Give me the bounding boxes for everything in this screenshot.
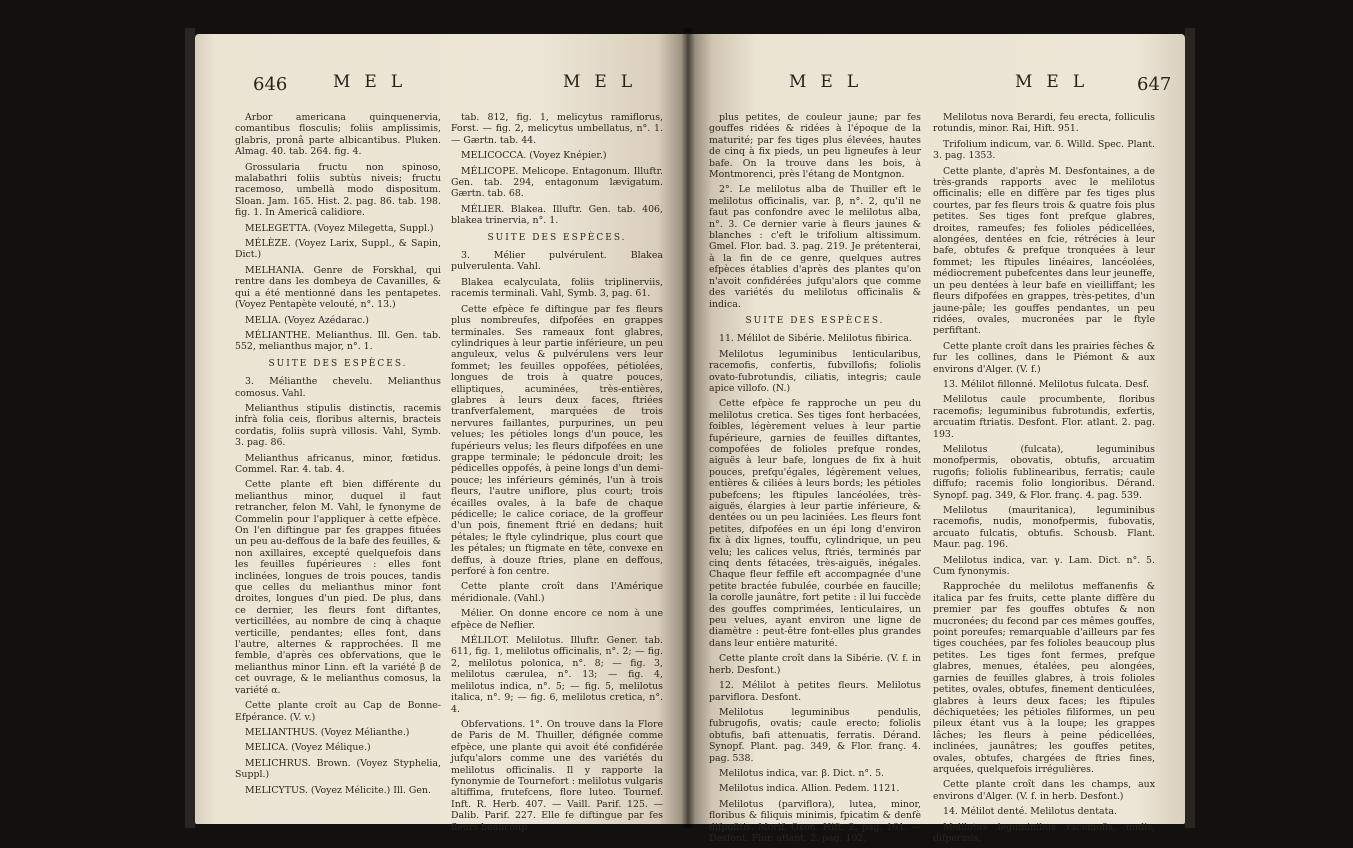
text-paragraph: MELICYTUS. (Voyez Mélicite.) Ill. Gen.: [245, 784, 431, 796]
page-number-right: 647: [1137, 74, 1172, 95]
right-page: [687, 34, 1185, 844]
running-head-left-2: MEL: [563, 72, 647, 92]
text-paragraph: MÉLÈZE. (Voyez Larix, Suppl., & Sapin, Dict.): [235, 238, 441, 261]
text-paragraph: Melilotus caule procumbente, floribus racemofis; leguminibus fubrotundis, exfertis, arcuatim ftriatis. Desfont. Flor. atlant. 2. pag. 193.: [933, 394, 1155, 440]
text-paragraph: MELIANTHUS. (Voyez Mélianthe.): [245, 726, 410, 738]
text-paragraph: MELICA. (Voyez Mélique.): [245, 742, 371, 754]
book-gutter: [681, 28, 695, 828]
left-page: [195, 34, 687, 833]
text-paragraph: Melilotus indica, var. γ. Lam. Dict. n°. 5. Cum fynonymis.: [933, 554, 1155, 578]
text-paragraph: MÉLICOPE. Melicope. Entagonum. Illuftr. Gen. tab. 294, entagonum lævigatum. Gærtn. tab. 68.: [451, 165, 663, 200]
running-head-left-1: MEL: [333, 72, 417, 92]
text-paragraph: MELICOCCA. (Voyez Knépier.): [461, 150, 607, 162]
text-paragraph: Cette efpèce fe rapproche un peu du melilotus cretica. Ses tiges font herbacées, foibles, légèrement velues à leur partie fupérieure, garnies de feuilles diftantes, compofées de folioles prefque rondes, aiguës à leur bafe, longues de fix à huit pouces, prefqu'égales, légèrement velues, entières & ciliées à leurs bords; les pétioles pubefcens; les ftipules lancéolées, très-aiguës, élargies à leur partie inférieure, & dentées ou un peu laciniées. Les fleurs font petites, difpofées en un épi long d'environ fix à dix lignes, touffu, cylindrique, un peu velu; les calices velus, ftriés, terminés par cinq dents fétacées, très-aiguës, inégales. Chaque fleur feffile eft accompagnée d'une petite bractée fubulée, courbée en faucille; la corolle jaunâtre, fort petite : il lui fuccède des gouffes comprimées, lenticulaires, un peu velues, ayant environ une ligne de diamètre : peut-être font-elles plus grandes dans leur entière maturité.: [709, 398, 921, 649]
text-paragraph: Cette plante croît dans la Sibérie. (V. f. in herb. Desfont.): [709, 653, 921, 676]
text-paragraph: Blakea ecalyculata, foliis triplinerviis, racemis terminali. Vahl, Symb. 3, pag. 61.: [451, 276, 663, 300]
text-paragraph: 11. Mélilot de Sibérie. Melilotus fibirica.: [719, 333, 912, 345]
right-page-column-2: [933, 112, 1155, 848]
text-paragraph: Obfervations. 1°. On trouve dans la Flore de Paris de M. Thuiller, défignée comme efpèce, une plante qui avoit été confidérée jufqu'alors comme une des variétés du melilotus officinalis. Il y rapporte la fynonymie de Tournefort : melilotus vulgaris altiffima, frutefcens, flore luteo. Tournef. Inft. R. Herb. 407. — Vaill. Parif. 125. — Dalib. Parif. 227. Elle fe diftingue par fes fleurs beaucoup: [451, 718, 663, 833]
text-paragraph: Cette plante croît au Cap de Bonne-Efpérance. (V. v.): [235, 700, 441, 723]
text-paragraph: 14. Mélilot denté. Melilotus dentata.: [943, 806, 1117, 818]
text-paragraph: MELICHRUS. Brown. (Voyez Styphelia, Suppl.): [235, 757, 441, 781]
text-paragraph: Melianthus africanus, minor, fœtidus. Commel. Rar. 4. tab. 4.: [235, 452, 441, 475]
text-paragraph: Rapprochée du melilotus meffanenfis & italica par fes fruits, cette plante diffère du premier par fes gouffes obtufes & non mucronées; du fecond par ces mêmes gouffes, point poreufes; remarquable d'ailleurs par fes tiges couchées, par fes folioles beaucoup plus petites. Les tiges font fermes, prefque glabres, menues, étalées, peu alongées, garnies de feuilles glabres, à trois folioles petites, ovales, obtufes, finement denticulées, glabres à leurs deux faces; les ftipules déchiquetées; les pétioles filiformes, un peu pileux étant vus à la loupe; les grappes lâches; les fleurs à peine pédicellées, inclinées, jaunâtres; les gouffes petites, ovales, obtufes, chargées de ftries fines, arquées, quelquefois irrégulières.: [933, 581, 1155, 775]
text-paragraph: 3. Mélier pulvérulent. Blakea pulverulenta. Vahl.: [451, 250, 663, 273]
text-paragraph: Cette plante eft bien différente du melianthus minor, duquel il faut retrancher, felon M. Vahl, le fynonyme de Commelin pour l'appliquer à cette efpèce. On l'en diftingue par fes grappes fituées un peu au-deffous de la bafe des feuilles, & non axillaires, excepté quelquefois dans les feuilles fupérieures : elles font inclinées, longues de trois pouces, tandis que celles du melianthus minor font droites, longues d'un pied. De plus, dans ce dernier, les fleurs font diftantes, verticillées, au nombre de cinq à chaque verticille, pendantes; elles font, dans l'autre, alternes & rapprochées. Il me femble, d'après ces obfervations, que le melianthus minor Linn. eft la variété β de cet ouvrage, & le melianthus comosus, la variété α.: [235, 479, 441, 696]
text-paragraph: 3. Mélianthe chevelu. Melianthus comosus. Vahl.: [235, 376, 441, 399]
running-head-right-2: MEL: [1015, 72, 1099, 92]
text-paragraph: SUITE DES ESPÈCES.: [487, 232, 627, 243]
text-paragraph: Melianthus stipulis distinctis, racemis infrà folia ceis, floribus alternis, bracteis cordatis, foliis suprà villosis. Vahl, Symb. 3. pag. 86.: [235, 402, 441, 449]
text-paragraph: MÉLIER. Blakea. Illuftr. Gen. tab. 406, blakea trinervia, n°. 1.: [451, 203, 663, 227]
text-paragraph: Melilotus indica, var. β. Dict. n°. 5.: [719, 767, 885, 779]
text-paragraph: Trifolium indicum, var. δ. Willd. Spec. Plant. 3. pag. 1353.: [933, 138, 1155, 162]
text-paragraph: Cette efpèce fe diftingue par fes fleurs plus nombreufes, difpofées en grappes terminales. Ses rameaux font glabres, cylindriques à leur partie inférieure, un peu anguleux, velus & pulvérulens vers leur fommet; les feuilles oppofées, pétiolées, longues de trois à quatre pouces, elliptiques, acuminées, très-entières, glabres à leurs deux faces, ftriées tranfverfalement, marquées de trois nervures faillantes, purpurines, un peu velues; les pétioles longs d'un pouce, les fupérieurs velus; les fleurs difpofées en une grappe terminale; le pédoncule droit; les pédicelles oppofés, à peine longs d'un demi-pouce; les inférieurs géminés, l'un à trois fleurs, l'autre uniflore, plus court; trois écailles ovales, à la bafe de chaque pédicelle; le calice coriace, de la groffeur d'un pois, finement ftrié en dedans; huit pétales; le ftyle cylindrique, plus court que les pétales; un ftigmate en tête, convexe en deffus, à douze ftries, plane en deffous, perforé à fon centre.: [451, 303, 663, 578]
text-paragraph: tab. 812, fig. 1, melicytus ramiflorus, Forst. — fig. 2, melicytus umbellatus, n°. 1. — Gærtn. tab. 44.: [451, 112, 663, 146]
left-page-column-1: [235, 112, 441, 800]
text-paragraph: SUITE DES ESPÈCES.: [268, 358, 408, 369]
text-paragraph: Melilotus nova Berardi, feu erecta, folliculis rotundis, minor. Rai, Hift. 951.: [933, 112, 1155, 135]
left-page-edge: [185, 28, 195, 828]
text-paragraph: Cette plante croît dans les prairies fèches & fur les collines, dans le Piémont & aux environs d'Alger. (V. f.): [933, 340, 1155, 375]
text-paragraph: Melilotus leguminibus racemofis, nudis, difpermis,: [933, 821, 1155, 844]
text-paragraph: Melilotus leguminibus pendulis, fubrugofis, ovatis; caule erecto; foliolis obtufis, bafi attenuatis, ferratis. Dérand. Synopf. Plant. pag. 349, & Flor. franç. 4. pag. 538.: [709, 706, 921, 764]
text-paragraph: Cette plante croît dans les champs, aux environs d'Alger. (V. f. in herb. Desfont.): [933, 779, 1155, 802]
text-paragraph: 2°. Le melilotus alba de Thuiller eft le melilotus officinalis, var. β, n°. 2, qu'il ne faut pas confondre avec le melilotus alba, n°. 3. Ce dernier varie à fleurs jaunes & blanches : c'eft le trifolium altissimum. Gmel. Flor. bad. 3. pag. 219. Je prétenterai, à la fin de ce genre, quelques autres efpèces établies d'après des plantes qu'on n'avoit confidérées jufqu'alors que comme des variétés du melilotus officinalis & indica.: [709, 184, 921, 310]
text-paragraph: Melilotus (fulcata), leguminibus monofpermis, obovatis, obtufis, arcuatim rugofis; foliolis fublinearibus, ferratis; caule diffufo; racemis folio longioribus. Dérand. Synopf. pag. 349, & Flor. franç. 4. pag. 539.: [933, 443, 1155, 501]
text-paragraph: Mélier. On donne encore ce nom à une efpèce de Neflier.: [451, 608, 663, 631]
text-paragraph: MELIA. (Voyez Azédarac.): [245, 314, 369, 326]
right-page-edge: [1185, 28, 1195, 828]
text-paragraph: MELHANIA. Genre de Forskhal, qui rentre dans les dombeya de Cavanilles, & qui a été mentionné dans les pentapetes. (Voyez Pentapète velouté, n°. 13.): [235, 264, 441, 311]
left-page-column-2: [451, 112, 663, 837]
open-book: [195, 28, 1185, 844]
text-paragraph: Grossularia fructu non spinoso, malabathri foliis subtùs niveis; fructu racemoso, umbellà modo dispositum. Sloan. Jam. 165. Hist. 2. pag. 86. tab. 198. fig. 1. In Americâ calidiore.: [235, 161, 441, 219]
text-paragraph: MELEGETTA. (Voyez Milegetta, Suppl.): [245, 222, 434, 234]
text-paragraph: plus petites, de couleur jaune; par fes gouffes ridées & ridées à l'époque de la maturité; par fes tiges plus élevées, hautes de cinq à fix pieds, un peu ligneufes à leur bafe. On la trouve dans les bois, à Montmorenci, près l'étang de Montgnon.: [709, 112, 921, 181]
text-paragraph: 12. Mélilot à petites fleurs. Melilotus parviflora. Desfont.: [709, 680, 921, 703]
text-paragraph: Melilotus leguminibus lenticularibus, racemofis, confertis, fubvillofis; foliolis ovato-fubrotundis, ciliatis, integris; caule apice villofo. (N.): [709, 348, 921, 394]
right-page-column-1: [709, 112, 921, 848]
text-paragraph: Melilotus (mauritanica), leguminibus racemofis, nudis, monofpermis, fubovatis, arcuato fulcatis, obtufis. Schousb. Flant. Maur. pag. 196.: [933, 505, 1155, 551]
text-paragraph: SUITE DES ESPÈCES.: [745, 315, 885, 326]
text-paragraph: Melilotus (parviflora), lutea, minor, floribus & filiquis minimis, fpicatim & denfè difpofitis. Morif. Oxon. Hift. 2. pag. 161. — Desfont. Flor. atlant. 2. pag. 192.: [709, 798, 921, 844]
page-number-left: 646: [253, 74, 288, 95]
text-paragraph: Cette plante, d'après M. Desfontaines, a de très-grands rapports avec le melilotus officinalis; elle en diffère par fes tiges plus courtes, par fes fleurs trois & quatre fois plus petites. Ses tiges font prefque glabres, droites, rameufes; fes folioles pédicellées, alongées, dentées en fcie, rétrécies à leur bafe, obtufes & prefque tronquées à leur fommet; les ftipules linéaires, lancéolées, médiocrement pubefcentes dans leur jeuneffe, un peu dentées à leur bafe en vieilliffant; les fleurs difpofées en grappes, très-petites, d'un jaune-pâle; les gouffes pendantes, un peu ridées, ovales, mucronées par le ftyle perfiftant.: [933, 165, 1155, 337]
text-paragraph: Melilotus indica. Allion. Pedem. 1121.: [719, 783, 900, 795]
running-head-right-1: MEL: [789, 72, 873, 92]
text-paragraph: Arbor americana quinquenervia, comantibus flosculis; foliis amplissimis, glabris, pronâ parte albicantibus. Pluken. Almag. 40. tab. 264. fig. 4.: [235, 112, 441, 158]
text-paragraph: MÉLILOT. Melilotus. Illuftr. Gener. tab. 611, fig. 1, melilotus officinalis, n°. 2; — fig. 2, melilotus polonica, n°. 8; — fig. 3, melilotus cærulea, n°. 13; — fig. 4, melilotus indica, n°. 5; — fig. 5, melilotus italica, n°. 9; — fig. 6, melilotus cretica, n°. 4.: [451, 635, 663, 715]
text-paragraph: MÉLIANTHE. Melianthus. Ill. Gen. tab. 552, melianthus major, n°. 1.: [235, 329, 441, 353]
text-paragraph: 13. Mélilot fillonné. Melilotus fulcata. Desf.: [943, 378, 1149, 390]
text-paragraph: Cette plante croît dans l'Amérique méridionale. (Vahl.): [451, 581, 663, 604]
